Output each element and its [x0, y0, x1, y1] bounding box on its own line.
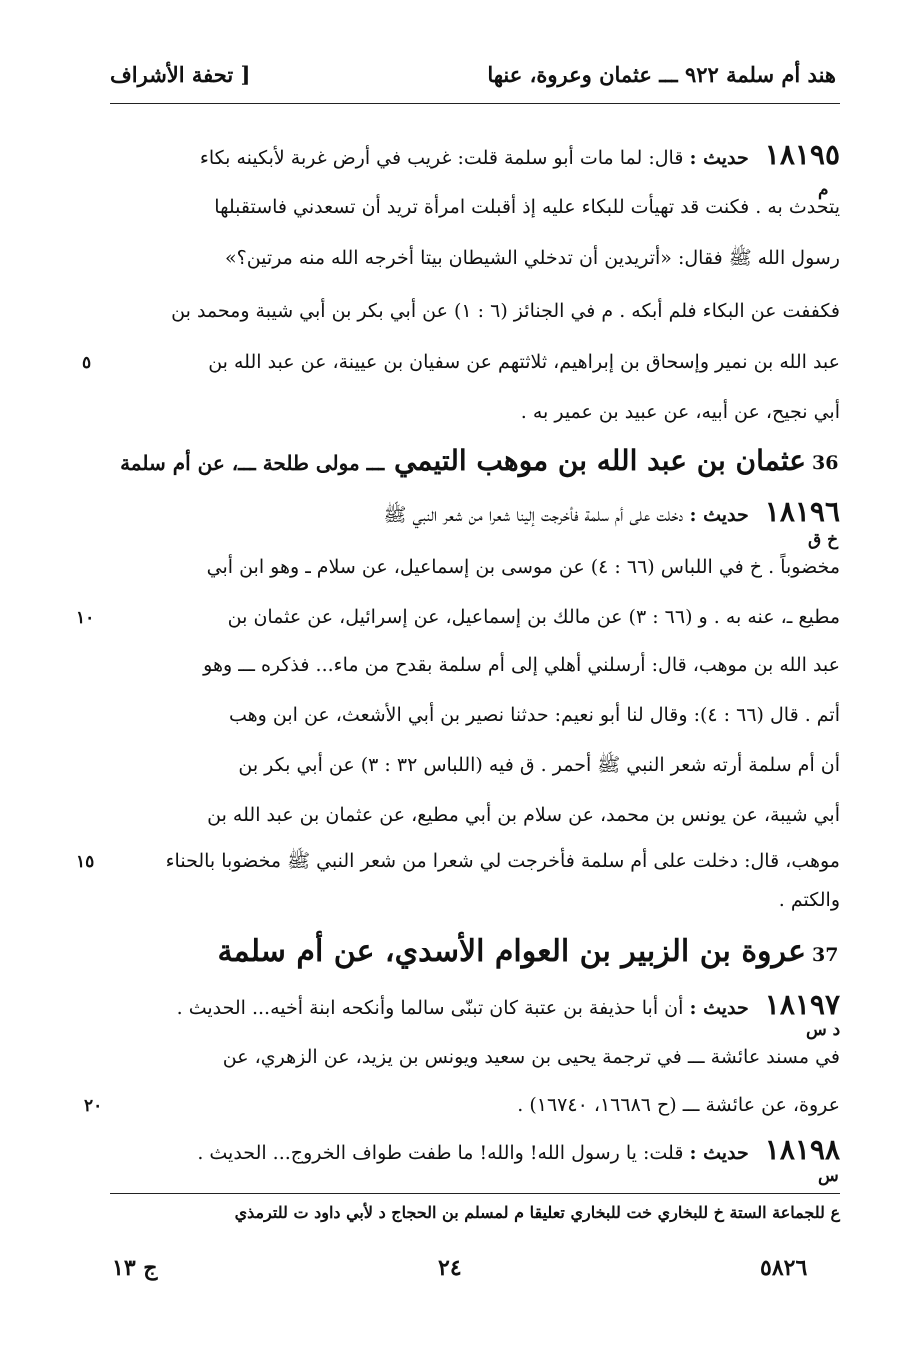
entry-number: ١٨١٩٦	[764, 497, 840, 528]
footnote-rule	[110, 1193, 840, 1194]
entry-18195-line-5: عبد الله بن نمير وإسحاق بن إبراهيم، ثلاثتهم عن سفيان بن عيينة، عن عبد الله بن	[208, 351, 840, 373]
footnote-abbreviations: ع للجماعة الستة خ للبخاري خت للبخاري تعليقا م لمسلم بن الحجاج د لأبي داود ت للترمذي	[234, 1203, 840, 1222]
entry-18196-line-5: أتم . قال (٦٦ : ٤): وقال لنا أبو نعيم: حدثنا نصير بن أبي الأشعث، عن ابن وهب	[229, 704, 840, 726]
entry-18196-line-2: مخضوباً . خ في اللباس (٦٦ : ٤) عن موسى بن إسماعيل، عن سلام ـ وهو ابن أبي	[206, 556, 840, 578]
footer-volume: ج ١٣	[112, 1255, 158, 1281]
margin-line-number: ٥	[82, 353, 92, 373]
margin-line-number: ١٥	[76, 852, 95, 872]
header-rule	[110, 103, 840, 104]
entry-18195-line-6: أبي نجيح، عن أبيه، عن عبيد بن عمير به .	[520, 401, 840, 423]
entry-18195-line-2: يتحدث به . فكنت قد تهيأت للبكاء عليه إذ أقبلت امرأة تريد أن تسعدني فاستقبلها	[214, 196, 840, 218]
entry-18197-margin-code: د س	[806, 1020, 841, 1040]
entry-label: حديث :	[689, 147, 749, 169]
margin-line-number: ١٠	[76, 608, 95, 628]
entry-18196-line-1: ١٨١٩٦ حديث : دخلت على أم سلمة فأخرجت إلينا شعرا من شعر النبي ﷺ	[383, 497, 840, 528]
entry-label: حديث :	[689, 504, 749, 526]
page-number: ٢٤	[438, 1255, 462, 1281]
entry-18197-line-2: في مسند عائشة ـــ في ترجمة يحيى بن سعيد ويونس بن يزيد، عن الزهري، عن	[222, 1046, 840, 1068]
footer-right-number: ٥٨٢٦	[760, 1255, 808, 1281]
section-number: 36	[812, 452, 839, 474]
entry-18197-line-3: عروة، عن عائشة ـــ (ح ١٦٦٨٦، ١٦٧٤٠) .	[517, 1094, 840, 1116]
entry-18197-line-1: ١٨١٩٧ حديث : أن أبا حذيفة بن عتبة كان تبنّى سالما وأنكحه ابنة أخيه... الحديث .	[176, 990, 840, 1021]
entry-18195-margin-code: م	[818, 180, 829, 200]
entry-18198-margin-code: س	[818, 1166, 839, 1186]
entry-18196-line-3: مطيع ـ، عنه به . و (٦٦ : ٣) عن مالك بن إسماعيل، عن إسرائيل، عن عثمان بن	[227, 606, 840, 628]
entry-18195-line-1: ١٨١٩٥ حديث : قال: لما مات أبو سلمة قلت: غريب في أرض غربة لأبكينه بكاء	[199, 140, 840, 171]
entry-18196-line-6: أن أم سلمة أرته شعر النبي ﷺ أحمر . ق فيه (اللباس ٣٢ : ٣) عن أبي بكر بن	[238, 754, 840, 776]
entry-label: حديث :	[689, 997, 749, 1019]
entry-18196-line-8: موهب، قال: دخلت على أم سلمة فأخرجت لي شعرا من شعر النبي ﷺ مخضوبا بالحناء	[165, 850, 840, 872]
section-title: عروة بن الزبير بن العوام الأسدي، عن أم سلمة	[217, 934, 806, 969]
section-title: عثمان بن عبد الله بن موهب التيمي ـــ مولى طلحة ـــ، عن أم سلمة	[120, 444, 806, 477]
running-header-left: [ تحفة الأشراف	[110, 62, 251, 87]
entry-18198-line-1: ١٨١٩٨ حديث : قلت: يا رسول الله! والله! ما طفت طواف الخروج... الحديث .	[197, 1135, 840, 1166]
margin-line-number: ٢٠	[84, 1096, 103, 1116]
entry-label: حديث :	[689, 1142, 749, 1164]
entry-18195-line-4: فكففت عن البكاء فلم أبكه . م في الجنائز (٦ : ١) عن أبي بكر بن أبي شيبة ومحمد بن	[171, 300, 840, 322]
entry-number: ١٨١٩٧	[764, 990, 840, 1021]
entry-18195-line-3: رسول الله ﷺ فقال: «أتريدين أن تدخلي الشيطان بيتا أخرجه الله منه مرتين؟»	[225, 247, 840, 269]
running-header-right: هند أم سلمة ٩٢٢ ـــ عثمان وعروة، عنها	[487, 62, 836, 87]
entry-18196-line-7: أبي شيبة، عن يونس بن محمد، عن سلام بن أبي مطيع، عن عثمان بن عبد الله بن	[207, 804, 840, 826]
entry-number: ١٨١٩٥	[764, 140, 840, 171]
entry-18196-margin-code: خ ق	[808, 530, 839, 550]
section-number: 37	[812, 944, 839, 966]
entry-number: ١٨١٩٨	[764, 1135, 840, 1166]
entry-18196-line-9: والكتم .	[778, 889, 840, 911]
entry-18196-line-4: عبد الله بن موهب، قال: أرسلني أهلي إلى أم سلمة بقدح من ماء... فذكره ـــ وهو	[203, 654, 840, 676]
